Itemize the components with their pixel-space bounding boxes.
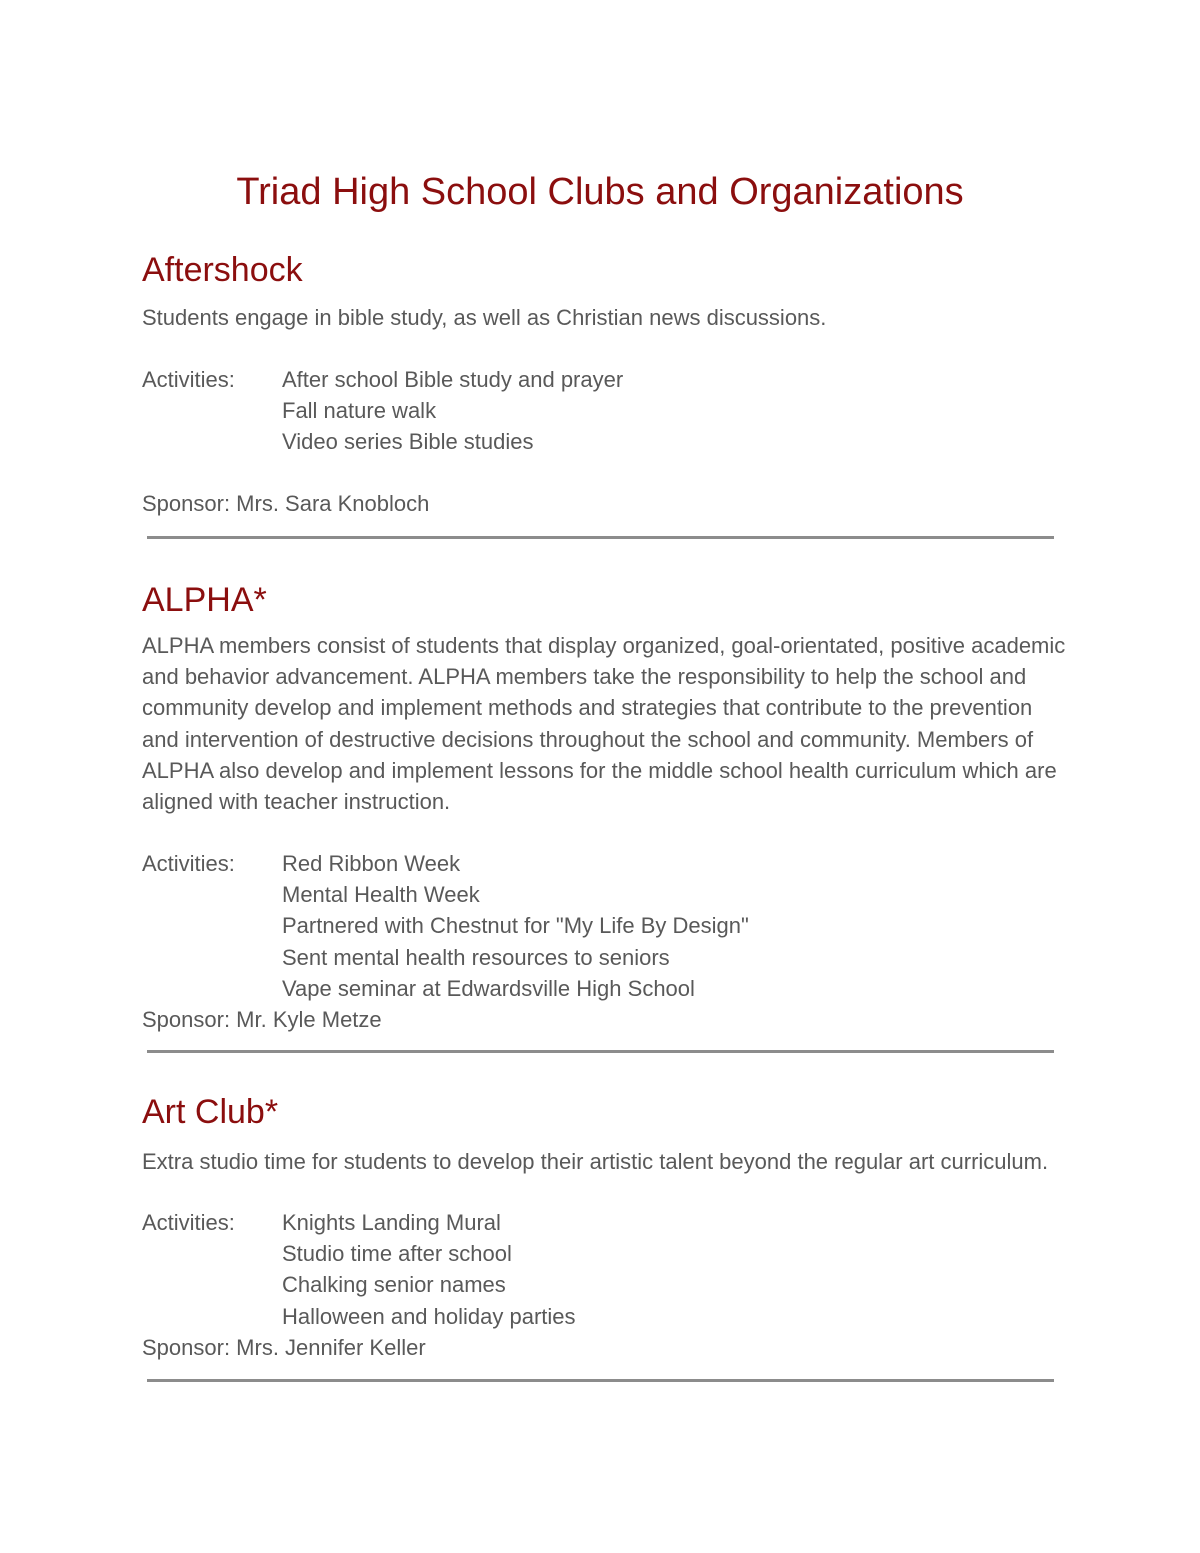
document-title: Triad High School Clubs and Organizations — [236, 171, 964, 213]
activity-item: Partnered with Chestnut for "My Life By Design" — [282, 913, 749, 939]
club-heading: Art Club* — [142, 1093, 279, 1131]
section-divider — [147, 536, 1054, 539]
activity-item: Chalking senior names — [282, 1272, 506, 1298]
club-sponsor: Sponsor: Mrs. Sara Knobloch — [142, 491, 430, 516]
activities-block — [142, 1207, 576, 1332]
activities-label: Activities: — [142, 1210, 235, 1235]
club-heading: Aftershock — [142, 251, 303, 289]
activity-item: Fall nature walk — [282, 398, 437, 424]
activity-item: Vape seminar at Edwardsville High School — [282, 975, 695, 1001]
activity-item: Sent mental health resources to seniors — [282, 944, 670, 970]
club-description: ALPHA members consist of students that display organized, goal-orientated, positive academic and behavior advancement. ALPHA members take the responsibility to help the school and community develop and implement methods and strategies that contribute to the prevention and intervention of destructive decisions throughout the school and community. Members of ALPHA also develop and implement lessons for the middle school health curriculum which are aligned with teacher instruction. — [142, 633, 1066, 815]
activity-item: Video series Bible studies — [282, 429, 534, 455]
club-description: Extra studio time for students to develop their artistic talent beyond the regular art curriculum. — [142, 1149, 1049, 1174]
activities-block — [142, 364, 623, 458]
activity-item: Knights Landing Mural — [282, 1210, 501, 1235]
section-divider — [147, 1379, 1054, 1382]
club-heading: ALPHA* — [142, 581, 267, 619]
activity-item: Halloween and holiday parties — [282, 1303, 576, 1329]
activities-label: Activities: — [142, 851, 235, 876]
club-sponsor: Sponsor: Mr. Kyle Metze — [142, 1007, 382, 1032]
activity-item: Studio time after school — [282, 1241, 512, 1267]
activity-item: Red Ribbon Week — [282, 851, 461, 876]
activities-label: Activities: — [142, 367, 235, 392]
activities-block — [142, 848, 749, 1004]
activity-item: Mental Health Week — [282, 882, 480, 908]
club-description: Students engage in bible study, as well as Christian news discussions. — [142, 305, 827, 330]
activity-item: After school Bible study and prayer — [282, 367, 624, 392]
section-divider — [147, 1050, 1054, 1053]
club-sponsor: Sponsor: Mrs. Jennifer Keller — [142, 1335, 426, 1360]
